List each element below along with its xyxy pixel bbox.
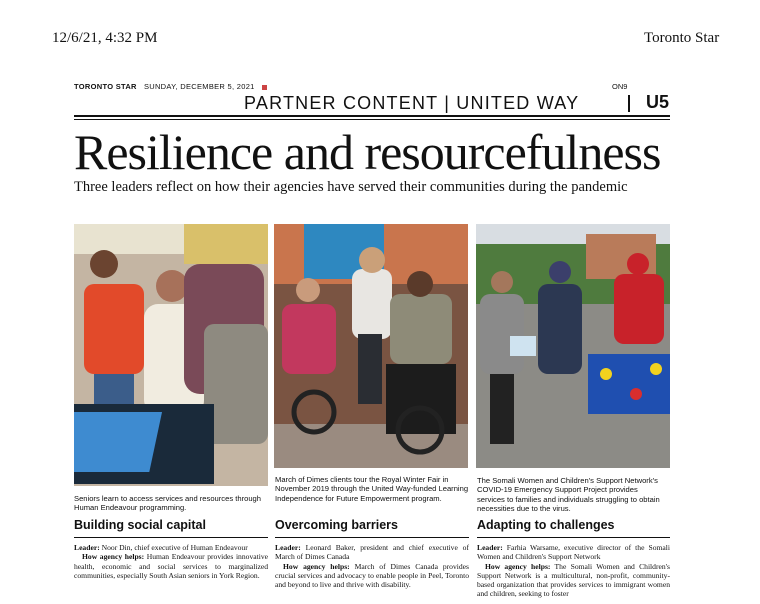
leader-text-3: Farhia Warsame, executive director of the Somali Women and Children's Support Network — [477, 543, 670, 562]
subhead-3: Adapting to challenges — [477, 518, 615, 532]
section-title: PARTNER CONTENT | UNITED WAY — [244, 93, 580, 113]
subhead-rule-2 — [275, 537, 469, 538]
page-code: ON9 — [612, 82, 628, 91]
leader-text-1: Noor Din, chief executive of Human Endeavour — [99, 543, 248, 552]
leader-label-2: Leader: — [275, 543, 301, 552]
body-3 — [477, 543, 670, 599]
subhead-1: Building social capital — [74, 518, 206, 532]
paper-name: TORONTO STAR — [74, 82, 137, 91]
help-label-1: How agency helps: — [82, 552, 145, 562]
help-text-3: The Somali Women and Children's Support Network is a multicultural, non-profit, community-based organization that provides services to immigrant women and children, seeking to foster — [477, 561, 670, 599]
masthead-info — [74, 82, 267, 91]
subhead-rule-3 — [477, 537, 670, 538]
color-marker-icon — [262, 85, 267, 90]
body-1 — [74, 543, 268, 580]
help-text-1: Human Endeavour provides innovative health, economic and social services to marginalized communities, especially South Asian seniors in York Region. — [74, 552, 268, 580]
leader-label-3: Leader: — [477, 543, 503, 552]
body-2 — [275, 543, 469, 589]
photo-seniors — [74, 224, 268, 486]
leader-label-1: Leader: — [74, 543, 100, 552]
seniors-photo-illustration — [74, 224, 268, 486]
caption-1: Seniors learn to access services and resources through Human Endeavour programming. — [74, 494, 261, 513]
headline: Resilience and resourcefulness — [74, 124, 661, 180]
subhead-rule-1 — [74, 537, 268, 538]
section-divider — [628, 95, 630, 112]
subhead-2: Overcoming barriers — [275, 518, 398, 532]
page-number: U5 — [646, 92, 670, 112]
print-datetime: 12/6/21, 4:32 PM — [52, 30, 158, 46]
help-text-2: March of Dimes Canada provides crucial services and advocacy to enable people in Peel, Toronto and beyond to live and thrive with disability. — [275, 561, 470, 590]
photo-march-of-dimes — [274, 224, 468, 468]
somali-women-photo-illustration — [476, 224, 670, 468]
caption-2: March of Dimes clients tour the Royal Winter Fair in November 2019 through the United Way-funded Learning Independence for Future Empowerment program. — [275, 475, 469, 503]
issue-date: SUNDAY, DECEMBER 5, 2021 — [143, 82, 255, 91]
help-label-2: How agency helps: — [283, 561, 350, 571]
top-rule-thin — [74, 119, 670, 120]
photo-somali-women — [476, 224, 670, 468]
print-source: Toronto Star — [644, 30, 720, 46]
leader-text-2: Leonard Baker, president and chief executive of March of Dimes Canada — [275, 543, 469, 562]
help-label-3: How agency helps: — [485, 561, 551, 571]
top-rule — [74, 115, 670, 117]
march-of-dimes-photo-illustration — [274, 224, 468, 468]
caption-3: The Somali Women and Children's Support Network's COVID-19 Emergency Support Project provides services to families and individuals struggling to obtain necessities due to the virus. — [477, 476, 660, 514]
deck: Three leaders reflect on how their agencies have served their communities during the pandemic — [74, 179, 628, 195]
